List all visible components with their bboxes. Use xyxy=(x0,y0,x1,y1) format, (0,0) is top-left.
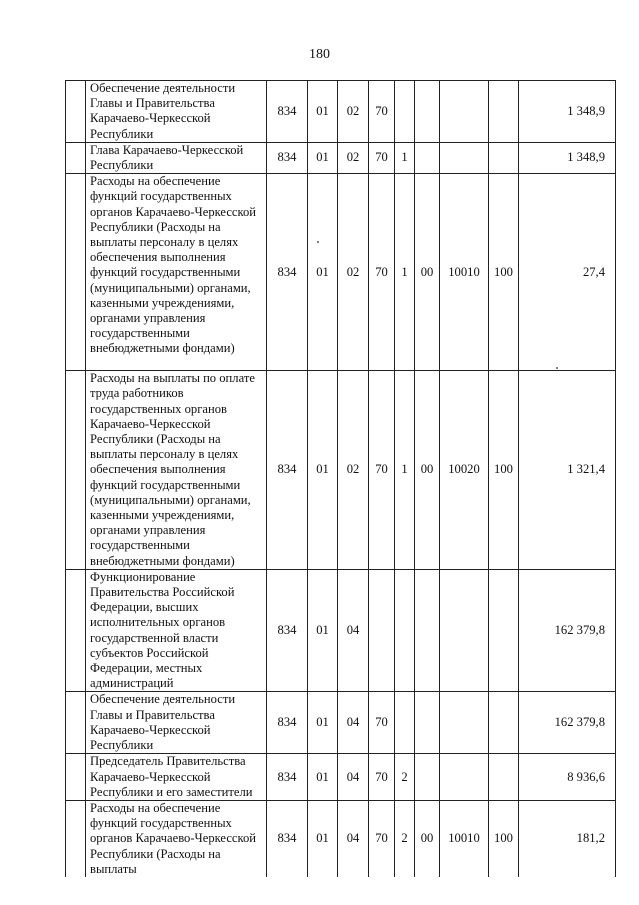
amount-value: 27,4 xyxy=(519,174,616,371)
subprogram-code: 1 xyxy=(395,142,415,173)
table-row xyxy=(66,800,616,877)
ministry-code: 834 xyxy=(267,371,308,570)
direction-code xyxy=(415,692,440,754)
subprogram-code: 1 xyxy=(395,174,415,371)
direction-code: 00 xyxy=(415,174,440,371)
table-row xyxy=(66,81,616,143)
ministry-code: 834 xyxy=(267,754,308,801)
ministry-code: 834 xyxy=(267,142,308,173)
row-description: Обеспечение деятельности Главы и Правительства Карачаево-Черкесской Республики xyxy=(86,81,267,143)
subsection-code: 02 xyxy=(338,81,369,143)
program-code: 70 xyxy=(369,371,395,570)
table-row xyxy=(66,569,616,692)
program-code: 70 xyxy=(369,142,395,173)
target-code xyxy=(440,692,489,754)
expense-type-code: 100 xyxy=(489,800,519,877)
expense-type-code xyxy=(489,754,519,801)
amount-value: 1 348,9 xyxy=(519,81,616,143)
subsection-code: 02 xyxy=(338,142,369,173)
table-row xyxy=(66,371,616,570)
section-code: 01 xyxy=(308,800,338,877)
subprogram-code: 2 xyxy=(395,754,415,801)
subsection-code: 04 xyxy=(338,754,369,801)
subsection-code: 04 xyxy=(338,569,369,692)
subprogram-code: 1 xyxy=(395,371,415,570)
target-code: 10020 xyxy=(440,371,489,570)
target-code: 10010 xyxy=(440,800,489,877)
program-code: 70 xyxy=(369,81,395,143)
row-description: Расходы на выплаты по оплате труда работников государственных органов Карачаево-Черкесской Республики (Расходы на выплаты персоналу в целях обеспечения выполнения функций государственными (муниципальными) органами, казенными учреждениями, органами управления государственными внебюджетными фондами) xyxy=(86,371,267,570)
target-code xyxy=(440,754,489,801)
amount-value: 8 936,6 xyxy=(519,754,616,801)
direction-code xyxy=(415,81,440,143)
expense-type-code xyxy=(489,692,519,754)
amount-value: 181,2 xyxy=(519,800,616,877)
row-number-cell xyxy=(66,371,86,570)
subprogram-code xyxy=(395,692,415,754)
program-code xyxy=(369,569,395,692)
expense-type-code: 100 xyxy=(489,371,519,570)
amount-value: 1 321,4 xyxy=(519,371,616,570)
row-description: Председатель Правительства Карачаево-Черкесской Республики и его заместители xyxy=(86,754,267,801)
table-row xyxy=(66,692,616,754)
section-code: 01 xyxy=(308,371,338,570)
row-description: Обеспечение деятельности Главы и Правительства Карачаево-Черкесской Республики xyxy=(86,692,267,754)
section-code: 01 xyxy=(308,142,338,173)
ministry-code: 834 xyxy=(267,569,308,692)
target-code: 10010 xyxy=(440,174,489,371)
table-body xyxy=(66,81,616,877)
program-code: 70 xyxy=(369,754,395,801)
expense-type-code xyxy=(489,81,519,143)
section-code: 01 xyxy=(308,174,338,371)
row-number-cell xyxy=(66,754,86,801)
target-code xyxy=(440,142,489,173)
row-number-cell xyxy=(66,174,86,371)
subsection-code: 02 xyxy=(338,174,369,371)
target-code xyxy=(440,81,489,143)
amount-value: 162 379,8 xyxy=(519,569,616,692)
expense-type-code: 100 xyxy=(489,174,519,371)
amount-value: 1 348,9 xyxy=(519,142,616,173)
subprogram-code: 2 xyxy=(395,800,415,877)
program-code: 70 xyxy=(369,800,395,877)
direction-code xyxy=(415,142,440,173)
direction-code xyxy=(415,754,440,801)
subprogram-code xyxy=(395,81,415,143)
scan-speck xyxy=(317,241,319,243)
scan-speck xyxy=(556,367,558,369)
row-description: Функционирование Правительства Российской Федерации, высших исполнительных органов государственной власти субъектов Российской Федерации, местных администраций xyxy=(86,569,267,692)
ministry-code: 834 xyxy=(267,800,308,877)
subsection-code: 04 xyxy=(338,800,369,877)
row-description: Расходы на обеспечение функций государственных органов Карачаево-Черкесской Республики (Расходы на выплаты xyxy=(86,800,267,877)
section-code: 01 xyxy=(308,692,338,754)
ministry-code: 834 xyxy=(267,81,308,143)
table-row xyxy=(66,174,616,371)
program-code: 70 xyxy=(369,174,395,371)
row-number-cell xyxy=(66,569,86,692)
expense-type-code xyxy=(489,569,519,692)
row-number-cell xyxy=(66,142,86,173)
page-number: 180 xyxy=(309,47,330,62)
section-code: 01 xyxy=(308,754,338,801)
section-code: 01 xyxy=(308,81,338,143)
row-number-cell xyxy=(66,800,86,877)
subsection-code: 04 xyxy=(338,692,369,754)
ministry-code: 834 xyxy=(267,174,308,371)
program-code: 70 xyxy=(369,692,395,754)
table-row xyxy=(66,142,616,173)
row-number-cell xyxy=(66,81,86,143)
direction-code: 00 xyxy=(415,800,440,877)
ministry-code: 834 xyxy=(267,692,308,754)
budget-table xyxy=(65,80,616,877)
subsection-code: 02 xyxy=(338,371,369,570)
section-code: 01 xyxy=(308,569,338,692)
target-code xyxy=(440,569,489,692)
table-row xyxy=(66,754,616,801)
amount-value: 162 379,8 xyxy=(519,692,616,754)
direction-code xyxy=(415,569,440,692)
row-number-cell xyxy=(66,692,86,754)
direction-code: 00 xyxy=(415,371,440,570)
expense-type-code xyxy=(489,142,519,173)
row-description: Глава Карачаево-Черкесской Республики xyxy=(86,142,267,173)
subprogram-code xyxy=(395,569,415,692)
row-description: Расходы на обеспечение функций государственных органов Карачаево-Черкесской Республики (Расходы на выплаты персоналу в целях обеспечения выполнения функций государственными (муниципальными) органами, казенными учреждениями, органами управления государственными внебюджетными фондами) xyxy=(86,174,267,371)
